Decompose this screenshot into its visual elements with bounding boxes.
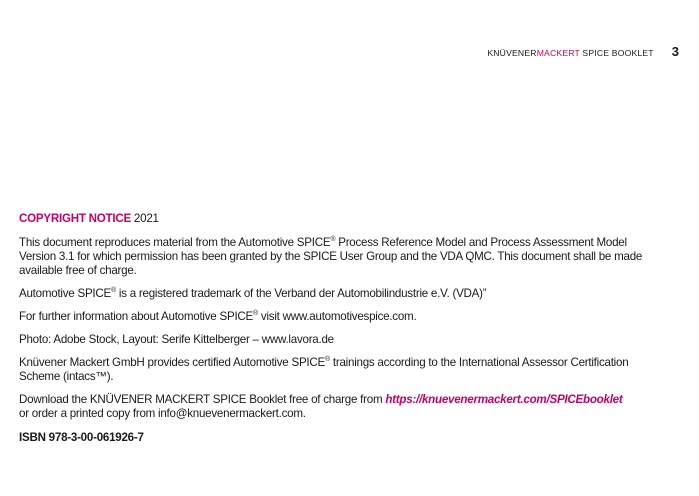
registered-mark: ® — [325, 356, 330, 363]
paragraph-text: Knüvener Mackert GmbH provides certified Automotive SPICE — [19, 356, 325, 369]
registered-mark: ® — [253, 310, 258, 317]
paragraph-trainings — [19, 356, 659, 384]
copyright-notice — [19, 212, 659, 454]
paragraph-text: This document reproduces material from the Automotive SPICE — [19, 236, 331, 249]
paragraph-further-info — [19, 310, 659, 324]
paragraph-text: Download the KNÜVENER MACKERT SPICE Booklet free of charge from — [19, 393, 386, 406]
paragraph-text: Process Reference Model and Process Assessment Model Version 3.1 for which permission has been granted by the SPICE User Group and the VDA QMC. This document shall be made available free of charge. — [19, 236, 643, 277]
paragraph-text: visit www.automotivespice.com. — [257, 310, 417, 323]
paragraph-trademark — [19, 287, 659, 301]
registered-mark: ® — [330, 236, 336, 243]
notice-year: 2021 — [130, 212, 159, 225]
brand-knuevener: KNÜVENER — [487, 48, 537, 58]
notice-title: COPYRIGHT NOTICE — [19, 212, 131, 225]
page-header — [487, 44, 679, 59]
brand-mackert: MACKERT — [536, 48, 580, 58]
isbn-number: ISBN 978-3-00-061926-7 — [19, 431, 144, 444]
booklet-download-link[interactable]: https://knuevenermackert.com/SPICEbooklet — [385, 393, 623, 406]
paragraph-text: trainings according to the International Assessor Certification Scheme (intacs™). — [19, 356, 629, 383]
paragraph-text: is a registered trademark of the Verband der Automobilindustrie e.V. (VDA)” — [115, 287, 487, 300]
brand-spice-booklet: SPICE BOOKLET — [579, 48, 654, 58]
paragraph-photo-credit: Photo: Adobe Stock, Layout: Serife Kittelberger – www.lavora.de — [19, 333, 334, 346]
paragraph-text: For further information about Automotive SPICE — [19, 310, 254, 323]
notice-heading — [19, 212, 659, 226]
paragraph-reproduction — [19, 236, 659, 278]
paragraph-text: or order a printed copy from info@knuevenermackert.com. — [19, 407, 306, 420]
booklet-brand — [487, 48, 653, 58]
page-number: 3 — [671, 44, 679, 59]
registered-mark: ® — [111, 287, 116, 294]
paragraph-download — [19, 393, 659, 421]
paragraph-text: Automotive SPICE — [19, 287, 112, 300]
